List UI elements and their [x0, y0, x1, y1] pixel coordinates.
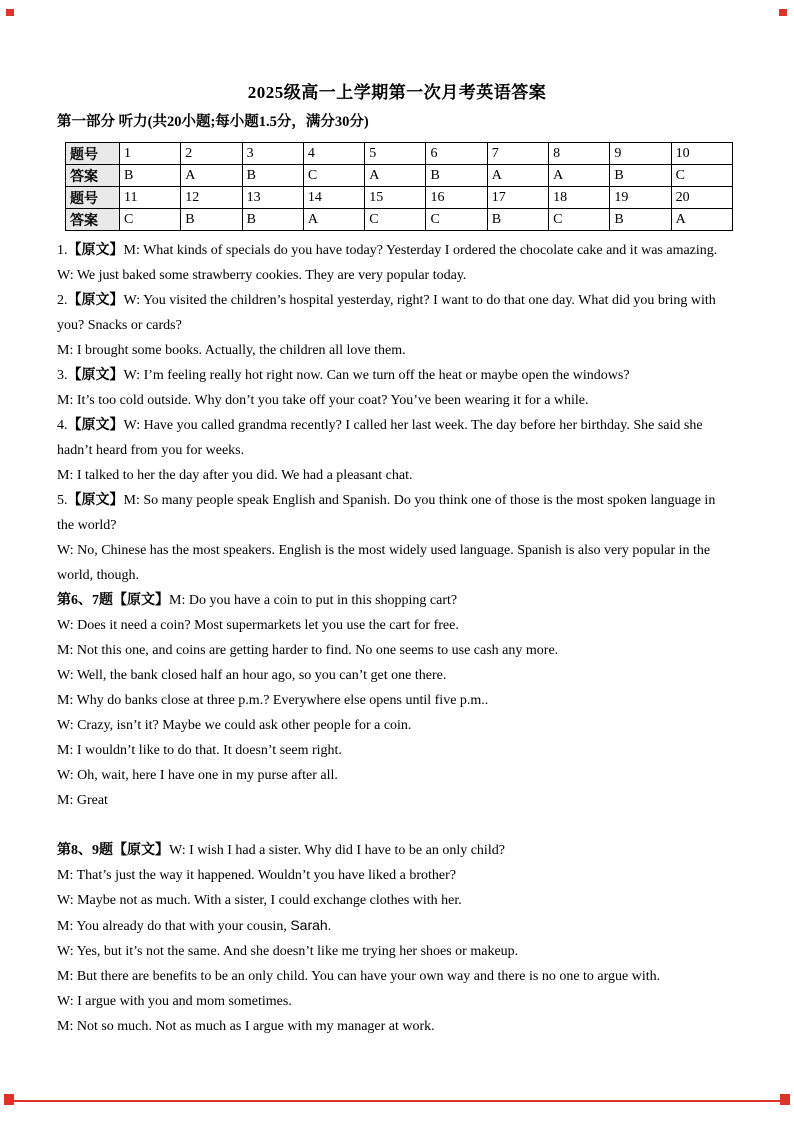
answer-cell: 8	[549, 143, 610, 165]
transcript-line	[57, 964, 737, 989]
transcript-label: 【原文】	[67, 243, 124, 258]
answer-table-body	[66, 143, 733, 231]
transcript-text: W: I argue with you and mom sometimes.	[57, 994, 292, 1009]
transcript-line	[57, 238, 737, 263]
answer-cell: 7	[487, 143, 548, 165]
answer-cell: 6	[426, 143, 487, 165]
answer-cell: C	[549, 209, 610, 231]
transcript-line	[57, 413, 737, 438]
answer-cell: 9	[610, 143, 671, 165]
transcript-line	[57, 738, 737, 763]
transcript-text: M: I wouldn’t like to do that. It doesn’t seem right.	[57, 743, 342, 758]
answer-cell: A	[181, 165, 242, 187]
transcript-line	[57, 788, 737, 813]
transcript-label: 【原文】	[67, 493, 124, 508]
transcript-line	[57, 1014, 737, 1039]
transcript-line	[57, 363, 737, 388]
transcript-line	[57, 939, 737, 964]
transcript-line	[57, 488, 737, 513]
transcript-text: world, though.	[57, 568, 140, 583]
transcript-line	[57, 263, 737, 288]
transcript-label: 【原文】	[67, 368, 124, 383]
transcript-label: 【原文】	[67, 418, 124, 433]
transcript-label: 【原文】	[67, 293, 124, 308]
transcript-text: 1.	[57, 243, 68, 258]
transcript-text: M: It’s too cold outside. Why don’t you take off your coat? You’ve been wearing it for a while.	[57, 393, 589, 408]
transcript-text: the world?	[57, 518, 117, 533]
transcript-text: W: Oh, wait, here I have one in my purse after all.	[57, 768, 338, 783]
answer-cell: 18	[549, 187, 610, 209]
answer-cell: 16	[426, 187, 487, 209]
answer-table	[65, 142, 733, 231]
transcript-line	[57, 563, 737, 588]
answer-cell: C	[426, 209, 487, 231]
transcript-text: M: I brought some books. Actually, the children all love them.	[57, 343, 406, 358]
corner-mark-bottom-left	[4, 1094, 14, 1105]
transcript-text: M: So many people speak English and Spanish. Do you think one of those is the most spoken language in	[123, 493, 716, 508]
transcript-text: W: Yes, but it’s not the same. And she doesn’t like me trying her shoes or makeup.	[57, 944, 519, 959]
transcript-text: M: Do you have a coin to put in this shopping cart?	[169, 593, 458, 608]
transcript-line	[57, 663, 737, 688]
transcript-label: 第8、9题	[57, 843, 113, 858]
transcript-text: M: But there are benefits to be an only child. You can have your own way and there is no one to argue with.	[57, 969, 661, 984]
row-header-cell: 题号	[66, 143, 120, 165]
transcript-line	[57, 763, 737, 788]
answer-cell: B	[242, 209, 303, 231]
answer-cell: 10	[671, 143, 732, 165]
transcript-line	[57, 588, 737, 613]
transcript-text: hadn’t heard from you for weeks.	[57, 443, 245, 458]
answer-cell: 2	[181, 143, 242, 165]
answer-cell: 12	[181, 187, 242, 209]
transcript-text: M: Great	[57, 793, 108, 808]
transcript-text: M: I talked to her the day after you did. We had a pleasant chat.	[57, 468, 413, 483]
transcript-line	[57, 463, 737, 488]
answer-cell: C	[120, 209, 181, 231]
transcript-line	[57, 838, 737, 863]
transcript-text: 3.	[57, 368, 68, 383]
transcript-text: M: Not this one, and coins are getting harder to find. No one seems to use cash any more.	[57, 643, 559, 658]
answer-cell: 11	[120, 187, 181, 209]
transcript-text: M: Why do banks close at three p.m.? Everywhere else opens until five p.m..	[57, 693, 489, 708]
transcript-text: M: What kinds of specials do you have today? Yesterday I ordered the chocolate cake and it was amazing.	[123, 243, 718, 258]
corner-mark-top-right	[779, 9, 787, 16]
answer-cell: A	[671, 209, 732, 231]
answer-cell: 3	[242, 143, 303, 165]
transcript-text: W: I’m feeling really hot right now. Can we turn off the heat or maybe open the windows?	[123, 368, 630, 383]
transcript-line	[57, 863, 737, 888]
answer-cell: 5	[365, 143, 426, 165]
transcript-text: W: Well, the bank closed half an hour ago, so you can’t get one there.	[57, 668, 447, 683]
transcript-text: 5.	[57, 493, 68, 508]
answer-cell: A	[549, 165, 610, 187]
transcript-text: Sarah	[290, 917, 328, 933]
transcript-line	[57, 888, 737, 913]
transcript-line	[57, 538, 737, 563]
answer-cell: 13	[242, 187, 303, 209]
transcript-text: W: No, Chinese has the most speakers. English is the most widely used language. Spanish is also very popular in the	[57, 543, 711, 558]
answer-cell: 15	[365, 187, 426, 209]
answer-cell: 1	[120, 143, 181, 165]
transcript-label: 【原文】	[113, 593, 169, 608]
answer-table-row	[66, 143, 733, 165]
row-header-cell: 答案	[66, 165, 120, 187]
transcript	[57, 238, 737, 1039]
transcript-line	[57, 438, 737, 463]
bottom-border-line	[5, 1100, 790, 1102]
transcript-line	[57, 713, 737, 738]
transcript-line	[57, 638, 737, 663]
answer-cell: C	[365, 209, 426, 231]
transcript-text: W: We just baked some strawberry cookies. They are very popular today.	[57, 268, 467, 283]
answer-table-row	[66, 209, 733, 231]
transcript-line	[57, 513, 737, 538]
answer-table-row	[66, 187, 733, 209]
page-title: 2025级高一上学期第一次月考英语答案	[247, 83, 547, 102]
transcript-text: you? Snacks or cards?	[57, 318, 182, 333]
answer-cell: 19	[610, 187, 671, 209]
answer-cell: B	[426, 165, 487, 187]
answer-cell: B	[242, 165, 303, 187]
answer-cell: A	[487, 165, 548, 187]
transcript-text: W: Maybe not as much. With a sister, I could exchange clothes with her.	[57, 893, 462, 908]
transcript-text: W: Does it need a coin? Most supermarkets let you use the cart for free.	[57, 618, 459, 633]
transcript-text: M: Not so much. Not as much as I argue with my manager at work.	[57, 1019, 435, 1034]
transcript-line	[57, 813, 737, 838]
transcript-line	[57, 288, 737, 313]
row-header-cell: 题号	[66, 187, 120, 209]
transcript-text: 4.	[57, 418, 68, 433]
transcript-text: M: That’s just the way it happened. Wouldn’t you have liked a brother?	[57, 868, 456, 883]
section-heading: 第一部分 听力(共20小题;每小题1.5分，满分30分)	[57, 114, 369, 130]
transcript-line	[57, 338, 737, 363]
answer-cell: 17	[487, 187, 548, 209]
answer-cell: B	[120, 165, 181, 187]
answer-cell: B	[487, 209, 548, 231]
answer-cell: 14	[303, 187, 364, 209]
transcript-line	[57, 688, 737, 713]
transcript-text: W: Crazy, isn’t it? Maybe we could ask other people for a coin.	[57, 718, 412, 733]
transcript-text: W: I wish I had a sister. Why did I have to be an only child?	[169, 843, 505, 858]
transcript-text: W: Have you called grandma recently? I called her last week. The day before her birthday. She said she	[123, 418, 703, 433]
answer-cell: A	[303, 209, 364, 231]
answer-cell: B	[181, 209, 242, 231]
row-header-cell: 答案	[66, 209, 120, 231]
transcript-line	[57, 613, 737, 638]
transcript-line	[57, 913, 737, 939]
corner-mark-bottom-right	[780, 1094, 790, 1105]
answer-cell: B	[610, 165, 671, 187]
answer-table-row	[66, 165, 733, 187]
answer-cell: A	[365, 165, 426, 187]
answer-cell: 4	[303, 143, 364, 165]
transcript-line	[57, 313, 737, 338]
transcript-line	[57, 388, 737, 413]
transcript-line	[57, 989, 737, 1014]
transcript-label: 第6、7题	[57, 593, 113, 608]
answer-cell: C	[671, 165, 732, 187]
transcript-text: M: You already do that with your cousin,	[57, 919, 291, 934]
answer-cell: B	[610, 209, 671, 231]
transcript-label: 【原文】	[113, 843, 169, 858]
corner-mark-top-left	[6, 9, 14, 16]
answer-cell: C	[303, 165, 364, 187]
answer-cell: 20	[671, 187, 732, 209]
transcript-text: 2.	[57, 293, 68, 308]
transcript-text: W: You visited the children’s hospital yesterday, right? I want to do that one day. What did you bring with	[123, 293, 716, 308]
transcript-text: .	[327, 919, 332, 934]
